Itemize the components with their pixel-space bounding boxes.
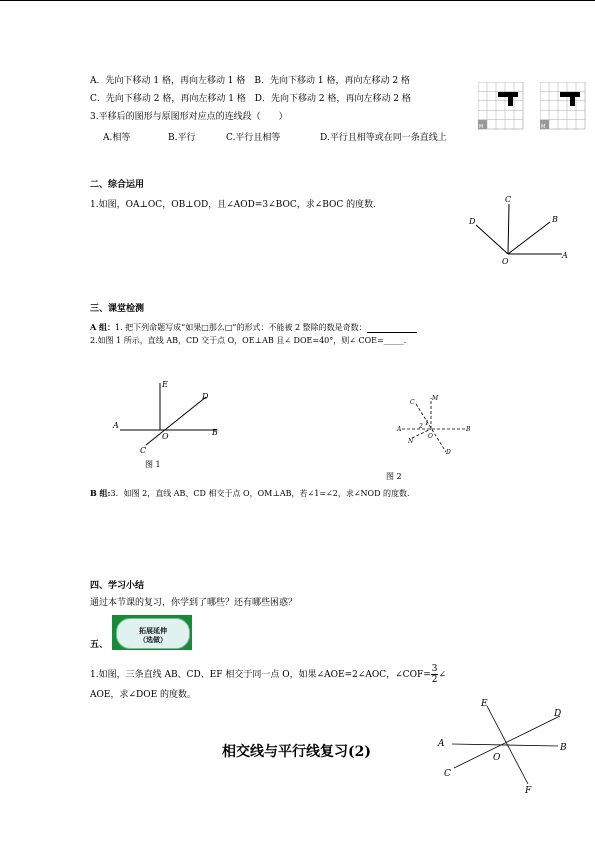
figure-2-caption: 图 2 bbox=[386, 472, 402, 481]
figure-3 bbox=[432, 694, 580, 798]
fig2-label-1: 1 bbox=[425, 420, 429, 427]
fig3-label-b: B bbox=[560, 743, 567, 753]
q3-option-a: A.相等 bbox=[103, 133, 131, 143]
fig-aod-label-a: A bbox=[562, 251, 568, 260]
fig1-label-a: A bbox=[113, 421, 119, 430]
options-line-1: A．先向下移动 1 格，再向左移动 1 格 B．先向下移动 1 格，再向左移动 2 格 bbox=[90, 76, 410, 86]
fig1-label-e: E bbox=[162, 380, 168, 389]
question-3: 3.平移后的图形与原图形对应点的连线段（ ） bbox=[90, 112, 288, 122]
ext-question-part-1: 1.如图，三条直线 AB、CD、EF 相交于同一点 O，如果∠AOE=2∠AOC，∠COF= bbox=[90, 670, 431, 680]
q3-option-d: D.平行且相等或在同一条直线上 bbox=[320, 133, 447, 143]
figure-1-caption: 图 1 bbox=[145, 460, 161, 469]
section-3-title: 三、课堂检测 bbox=[90, 304, 145, 314]
grid-figure-left bbox=[478, 82, 524, 130]
group-b-label: B 组: bbox=[90, 488, 111, 498]
grid-label-m: M bbox=[479, 124, 484, 130]
fig2-label-d: D bbox=[446, 449, 451, 456]
figure-2 bbox=[394, 392, 476, 460]
fig2-label-n: N bbox=[408, 438, 414, 445]
extension-badge bbox=[112, 615, 192, 650]
fig2-label-a: A bbox=[397, 426, 402, 433]
options-line-2: C．先向下移动 2 格，再向左移动 1 格 D．先向下移动 2 格，再向左移动 2 格 bbox=[90, 94, 411, 104]
fig-aod-label-c: C bbox=[505, 195, 512, 204]
fig2-label-c: C bbox=[410, 399, 415, 406]
group-a-question-1: 1. 把下列命题写成“如果□那么□”的形式：不能被 2 整除的数是奇数： bbox=[115, 323, 367, 332]
ext-question-part-2: ∠ bbox=[438, 670, 447, 680]
group-a-question-2: 2.如图 1 所示，直线 AB，CD 交于点 O，OE⊥AB 且∠ DOE=40°，则∠ COE=_____. bbox=[90, 336, 407, 345]
fig1-label-d: D bbox=[202, 392, 209, 401]
fig3-label-e: E bbox=[481, 699, 488, 709]
grid-figure-right bbox=[540, 82, 586, 130]
fig2-label-2: 2 bbox=[419, 423, 423, 430]
fig3-label-f: F bbox=[525, 786, 532, 796]
top-rule bbox=[0, 0, 595, 1]
section-2-question-1: 1.如图，OA⊥OC，OB⊥OD，且∠AOD=3∠BOC，求∠BOC 的度数. bbox=[90, 200, 377, 210]
fig2-label-b: B bbox=[466, 426, 471, 433]
fig3-label-o: O bbox=[493, 753, 501, 763]
fig-aod-label-b: B bbox=[552, 215, 558, 224]
q3-option-c: C.平行且相等 bbox=[226, 133, 281, 143]
group-b-question: 3．如图 2，直线 AB、CD 相交于点 O，OM⊥AB，若∠1=∠2，求∠NOD 的度数. bbox=[110, 489, 410, 498]
answer-blank[interactable] bbox=[367, 323, 417, 333]
q3-option-b: B.平行 bbox=[168, 133, 196, 143]
section-2-title: 二、综合运用 bbox=[90, 180, 145, 190]
fraction-numerator: 3 bbox=[431, 664, 438, 674]
fig2-label-o: O bbox=[428, 433, 433, 440]
fig3-label-c: C bbox=[444, 769, 451, 779]
fig1-label-o: O bbox=[162, 432, 169, 441]
figure-1 bbox=[108, 375, 226, 460]
group-a-label: A 组： bbox=[90, 322, 115, 332]
fig-aod-label-o: O bbox=[502, 257, 509, 266]
fig1-label-c: C bbox=[140, 446, 147, 455]
section-4-title: 四、学习小结 bbox=[90, 581, 145, 591]
fig3-label-a: A bbox=[438, 739, 445, 749]
section-5-title: 五、 bbox=[90, 640, 109, 650]
badge-line-2: （选做） bbox=[139, 636, 167, 644]
grid-label-m-right: M bbox=[541, 124, 546, 130]
ext-question-line-2: AOE，求∠DOE 的度数。 bbox=[90, 690, 197, 700]
figure-aod bbox=[462, 192, 572, 267]
fig1-label-b: B bbox=[212, 428, 218, 437]
lesson-title: 相交线与平行线复习(2) bbox=[222, 744, 371, 760]
fraction-denominator: 2 bbox=[431, 675, 438, 685]
section-4-text: 通过本节课的复习，你学到了哪些？还有哪些困惑？ bbox=[90, 598, 298, 608]
fig3-label-d: D bbox=[554, 709, 562, 719]
badge-line-1: 拓展延伸 bbox=[139, 627, 167, 635]
fig2-label-m: M bbox=[432, 395, 439, 402]
fig-aod-label-d: D bbox=[469, 217, 476, 226]
